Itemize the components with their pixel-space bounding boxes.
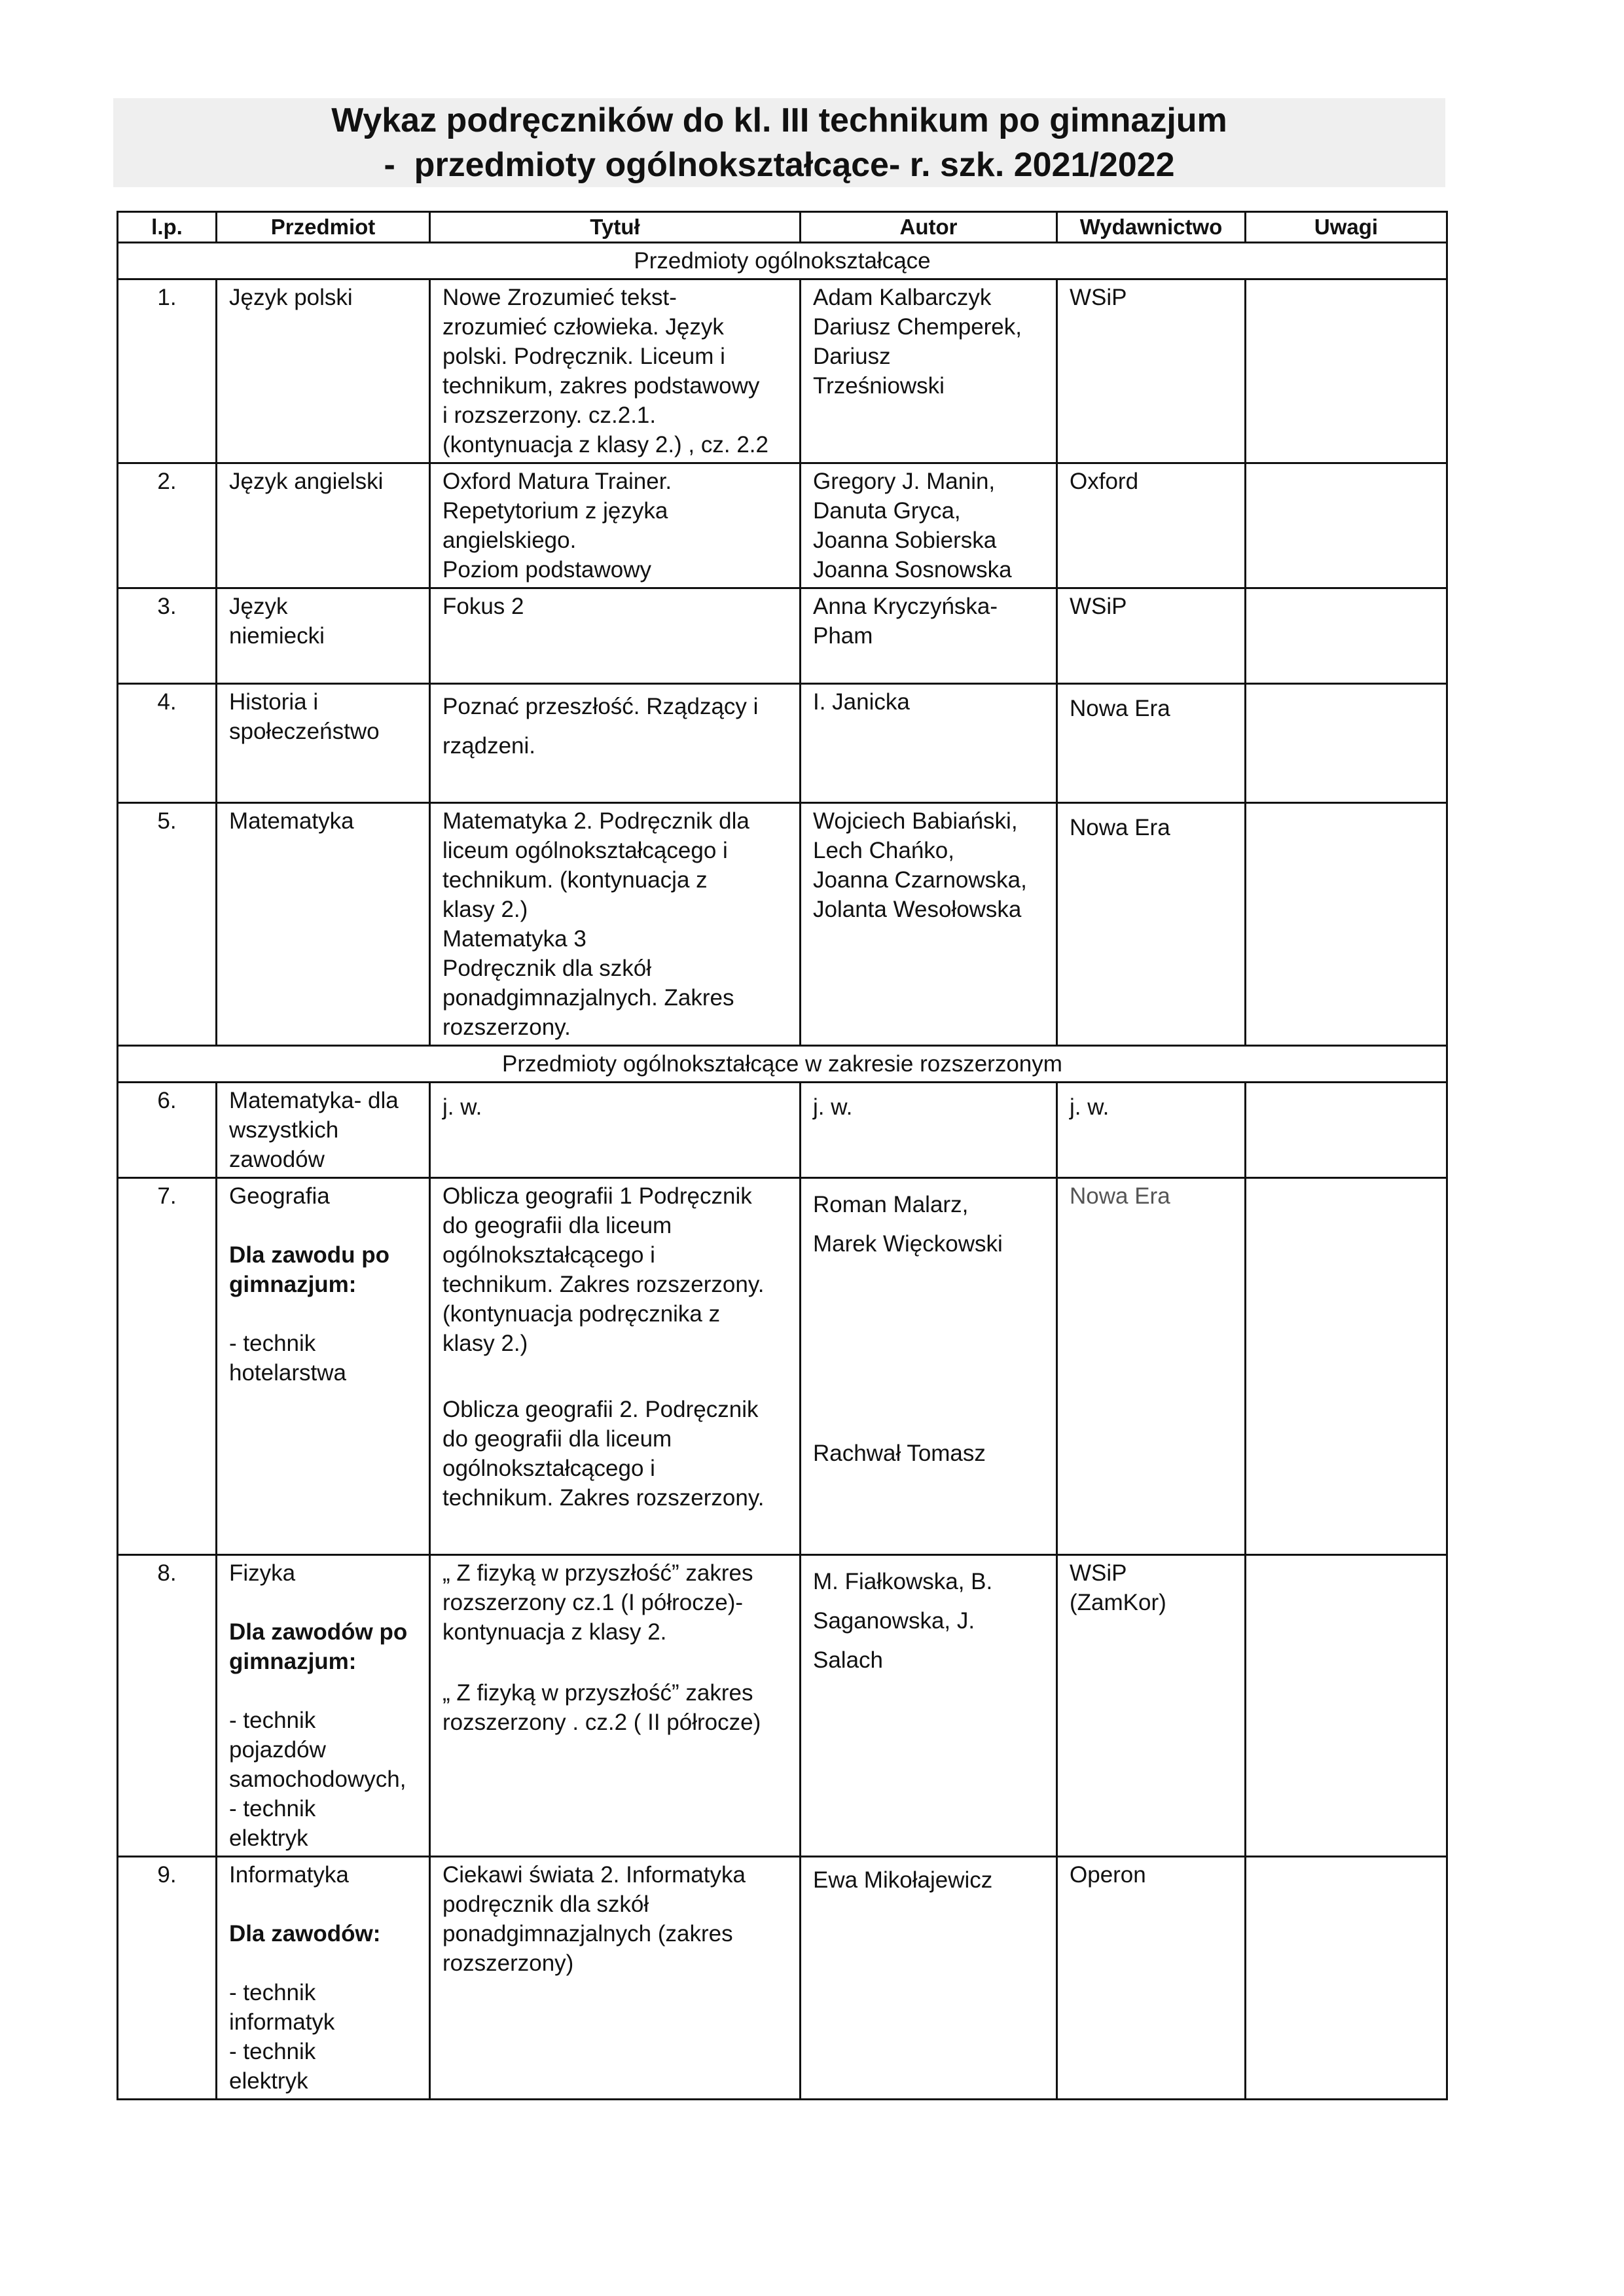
title-line: Matematyka 3 — [442, 926, 586, 952]
table-row — [118, 803, 1447, 1046]
title-line: Oxford Matura Trainer. — [442, 469, 672, 494]
author-line: j. w. — [813, 1094, 853, 1120]
row-subject — [217, 1555, 430, 1857]
row-subject — [217, 1857, 430, 2100]
row-notes — [1246, 1555, 1447, 1857]
row-publisher: WSiP — [1057, 588, 1246, 684]
subject-line: Fizyka — [229, 1560, 296, 1586]
author-line: Adam Kalbarczyk — [813, 285, 992, 310]
row-publisher: Nowa Era — [1057, 1178, 1246, 1555]
row-author — [801, 1178, 1057, 1555]
row-lp: 1. — [118, 279, 217, 463]
row-subject — [217, 1178, 430, 1555]
title-line: liceum ogólnokształcącego i — [442, 838, 728, 863]
table-row — [118, 588, 1447, 684]
author-line: Wojciech Babiański, — [813, 808, 1018, 834]
row-publisher — [1057, 803, 1246, 1046]
table-row — [118, 279, 1447, 463]
row-lp: 3. — [118, 588, 217, 684]
section-row — [118, 1046, 1447, 1083]
row-lp: 9. — [118, 1857, 217, 2100]
row-author — [801, 463, 1057, 588]
row-title — [430, 1857, 801, 2100]
subject-bold-line: Dla zawodów: — [229, 1921, 381, 1946]
title-line: Fokus 2 — [442, 594, 524, 619]
subject-line: Język angielski — [229, 469, 384, 494]
row-author — [801, 588, 1057, 684]
textbook-table — [117, 211, 1448, 2100]
publisher-name: Nowa Era — [1070, 696, 1170, 721]
title-line: „ Z fizyką w przyszłość” zakres — [442, 1680, 753, 1706]
subject-line: niemiecki — [229, 623, 325, 649]
table-header-row — [118, 212, 1447, 243]
row-notes — [1246, 588, 1447, 684]
row-title — [430, 588, 801, 684]
header-subject: Przedmiot — [217, 212, 430, 243]
row-title — [430, 1083, 801, 1178]
header-publisher: Wydawnictwo — [1057, 212, 1246, 243]
title-line: „ Z fizyką w przyszłość” zakres — [442, 1560, 753, 1586]
row-lp: 7. — [118, 1178, 217, 1555]
subject-line: pojazdów — [229, 1737, 326, 1763]
row-publisher — [1057, 1083, 1246, 1178]
row-lp: 5. — [118, 803, 217, 1046]
table-row — [118, 1178, 1447, 1555]
author-line: Dariusz — [813, 344, 891, 369]
title-line: klasy 2.) — [442, 897, 528, 922]
section-general: Przedmioty ogólnokształcące — [118, 243, 1447, 279]
row-subject — [217, 279, 430, 463]
title-line: (kontynuacja podręcznika z — [442, 1301, 721, 1327]
subject-line: - technik — [229, 1980, 316, 2005]
subject-line: - technik — [229, 1796, 316, 1821]
row-subject — [217, 684, 430, 803]
header-lp: l.p. — [118, 212, 217, 243]
subject-line: samochodowych, — [229, 1767, 406, 1792]
subject-line: - technik — [229, 1331, 316, 1356]
row-title — [430, 1555, 801, 1857]
row-title — [430, 463, 801, 588]
title-line: Oblicza geografii 2. Podręcznik — [442, 1397, 759, 1422]
row-author — [801, 1083, 1057, 1178]
author-line: I. Janicka — [813, 689, 910, 715]
row-notes — [1246, 279, 1447, 463]
publisher-line: WSiP — [1070, 1560, 1127, 1586]
title-line: i rozszerzony. cz.2.1. — [442, 403, 657, 428]
row-author — [801, 279, 1057, 463]
author-line: Roman Malarz, — [813, 1192, 969, 1217]
author-line: Anna Kryczyńska- — [813, 594, 998, 619]
row-lp: 2. — [118, 463, 217, 588]
subject-line: informatyk — [229, 2009, 335, 2035]
subject-bold-line: gimnazjum: — [229, 1272, 357, 1297]
subject-line: hotelarstwa — [229, 1360, 346, 1386]
subject-line: Matematyka — [229, 808, 354, 834]
title-line-1: Wykaz podręczników do kl. III technikum po gimnazjum — [331, 101, 1227, 139]
subject-line: elektryk — [229, 2068, 308, 2094]
table-row — [118, 463, 1447, 588]
title-line: ogólnokształcącego i — [442, 1456, 655, 1481]
author-line: Saganowska, J. — [813, 1608, 975, 1634]
row-notes — [1246, 803, 1447, 1046]
publisher-line: (ZamKor) — [1070, 1590, 1166, 1615]
row-title — [430, 1178, 801, 1555]
row-notes — [1246, 1083, 1447, 1178]
author-line: Joanna Czarnowska, — [813, 867, 1027, 893]
title-line: do geografii dla liceum — [442, 1213, 672, 1238]
row-title — [430, 803, 801, 1046]
title-line: technikum, zakres podstawowy — [442, 373, 760, 399]
row-publisher: WSiP — [1057, 279, 1246, 463]
row-notes — [1246, 1178, 1447, 1555]
title-line: Poziom podstawowy — [442, 557, 652, 583]
row-author — [801, 1857, 1057, 2100]
row-subject — [217, 1083, 430, 1178]
header-author: Autor — [801, 212, 1057, 243]
title-line: do geografii dla liceum — [442, 1426, 672, 1452]
row-notes — [1246, 1857, 1447, 2100]
row-notes — [1246, 684, 1447, 803]
row-lp: 6. — [118, 1083, 217, 1178]
title-line: Repetytorium z języka — [442, 498, 668, 524]
author-line: Rachwał Tomasz — [813, 1441, 986, 1466]
title-line: technikum. Zakres rozszerzony. — [442, 1272, 765, 1297]
subject-line: - technik — [229, 1708, 316, 1733]
title-line: klasy 2.) — [442, 1331, 528, 1356]
title-line: ponadgimnazjalnych (zakres — [442, 1921, 733, 1946]
table-row — [118, 1857, 1447, 2100]
author-line: M. Fiałkowska, B. — [813, 1569, 993, 1594]
title-line: ponadgimnazjalnych. Zakres — [442, 985, 734, 1011]
subject-line: wszystkich — [229, 1117, 339, 1143]
author-line: Marek Więckowski — [813, 1231, 1003, 1257]
author-line: Ewa Mikołajewicz — [813, 1867, 993, 1893]
author-line: Danuta Gryca, — [813, 498, 961, 524]
header-title: Tytuł — [430, 212, 801, 243]
row-subject — [217, 803, 430, 1046]
author-line: Joanna Sobierska — [813, 528, 997, 553]
title-line: ogólnokształcącego i — [442, 1242, 655, 1268]
title-line-2: - przedmioty ogólnokształcące- r. szk. 2021/2022 — [384, 146, 1175, 184]
author-line: Pham — [813, 623, 873, 649]
row-title — [430, 684, 801, 803]
table-row — [118, 1555, 1447, 1857]
subject-bold-line: Dla zawodów po — [229, 1619, 408, 1645]
author-line: Joanna Sosnowska — [813, 557, 1012, 583]
author-line: Lech Chańko, — [813, 838, 954, 863]
subject-line: zawodów — [229, 1147, 325, 1172]
subject-line: społeczeństwo — [229, 719, 380, 744]
header-notes: Uwagi — [1246, 212, 1447, 243]
title-line: rozszerzony. — [442, 1014, 571, 1040]
title-line: angielskiego. — [442, 528, 577, 553]
subject-line: Język polski — [229, 285, 353, 310]
row-author — [801, 1555, 1057, 1857]
title-line: rozszerzony cz.1 (I półrocze)- — [442, 1590, 744, 1615]
title-line: zrozumieć człowieka. Język — [442, 314, 724, 340]
title-line: kontynuacja z klasy 2. — [442, 1619, 667, 1645]
section-extended: Przedmioty ogólnokształcące w zakresie rozszerzonym — [118, 1046, 1447, 1083]
title-line: Poznać przeszłość. Rządzący i — [442, 694, 759, 719]
publisher-name: j. w. — [1070, 1094, 1110, 1120]
row-title — [430, 279, 801, 463]
title-line: technikum. (kontynuacja z — [442, 867, 708, 893]
title-line: (kontynuacja z klasy 2.) , cz. 2.2 — [442, 432, 768, 457]
row-publisher — [1057, 684, 1246, 803]
subject-line: - technik — [229, 2039, 316, 2064]
subject-line: Język — [229, 594, 288, 619]
subject-bold-line: Dla zawodu po — [229, 1242, 389, 1268]
row-lp: 4. — [118, 684, 217, 803]
section-row — [118, 243, 1447, 279]
table-row — [118, 1083, 1447, 1178]
subject-line: Matematyka- dla — [229, 1088, 399, 1113]
title-line: polski. Podręcznik. Liceum i — [442, 344, 725, 369]
row-publisher: Operon — [1057, 1857, 1246, 2100]
row-publisher: Oxford — [1057, 463, 1246, 588]
author-line: Trześniowski — [813, 373, 945, 399]
publisher-name: Nowa Era — [1070, 815, 1170, 840]
row-publisher — [1057, 1555, 1246, 1857]
title-line: podręcznik dla szkół — [442, 1892, 649, 1917]
row-subject — [217, 588, 430, 684]
subject-line: Informatyka — [229, 1862, 349, 1888]
author-line: Gregory J. Manin, — [813, 469, 996, 494]
table-row — [118, 684, 1447, 803]
row-author — [801, 684, 1057, 803]
document-title — [113, 98, 1445, 187]
author-line: Dariusz Chemperek, — [813, 314, 1022, 340]
title-line: j. w. — [442, 1094, 482, 1120]
author-line: Jolanta Wesołowska — [813, 897, 1022, 922]
title-line: rozszerzony . cz.2 ( II półrocze) — [442, 1710, 761, 1735]
row-subject — [217, 463, 430, 588]
title-line: Oblicza geografii 1 Podręcznik — [442, 1183, 752, 1209]
subject-line: Historia i — [229, 689, 319, 715]
row-lp: 8. — [118, 1555, 217, 1857]
subject-line: Geografia — [229, 1183, 330, 1209]
author-line: Salach — [813, 1647, 884, 1673]
title-line: rządzeni. — [442, 733, 536, 759]
title-line: Ciekawi świata 2. Informatyka — [442, 1862, 746, 1888]
subject-bold-line: gimnazjum: — [229, 1649, 357, 1674]
title-line: technikum. Zakres rozszerzony. — [442, 1485, 765, 1511]
title-line: Podręcznik dla szkół — [442, 956, 652, 981]
title-line: Nowe Zrozumieć tekst- — [442, 285, 677, 310]
row-author — [801, 803, 1057, 1046]
row-notes — [1246, 463, 1447, 588]
title-line: rozszerzony) — [442, 1950, 574, 1976]
title-line: Matematyka 2. Podręcznik dla — [442, 808, 749, 834]
subject-line: elektryk — [229, 1825, 308, 1851]
